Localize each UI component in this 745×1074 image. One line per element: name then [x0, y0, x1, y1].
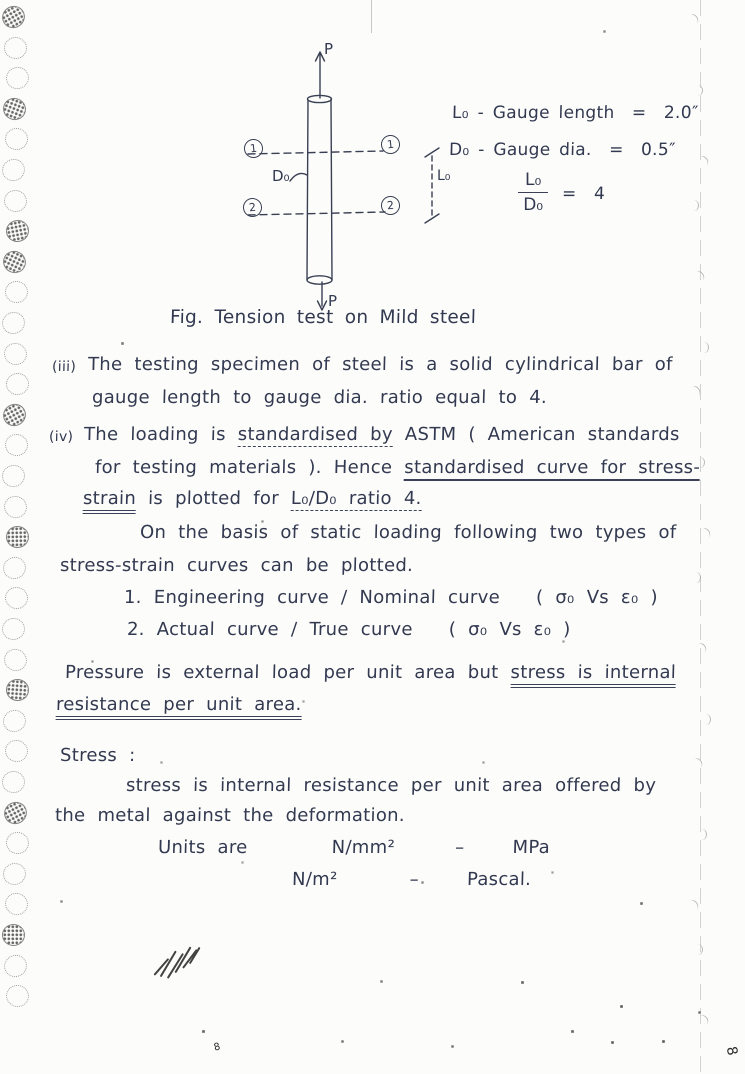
binding-hole — [6, 526, 29, 548]
edge-mark — [691, 572, 701, 583]
binding-hole — [1, 492, 31, 521]
iv-line1-underlined: standardised by — [237, 424, 394, 445]
gauge-mark-2-left: 2 — [242, 197, 263, 218]
ratio-numerator: L₀ — [518, 170, 548, 193]
edge-mark — [696, 1013, 711, 1028]
load-label-bottom: P — [328, 292, 338, 310]
lo-do-ratio-fraction — [518, 170, 548, 215]
iv-line3-ratio: L₀/D₀ ratio 4. — [290, 488, 422, 509]
binding-hole — [0, 462, 27, 489]
specimen-bar-bottom-cap — [307, 276, 332, 284]
pressure-line1-text: Pressure is external load per unit area but — [64, 662, 511, 683]
length-label: L₀ — [437, 168, 451, 184]
gauge-mark-1-left: 1 — [243, 138, 264, 159]
binding-hole — [0, 553, 29, 582]
binding-hole — [1, 951, 31, 980]
binding-hole — [1, 860, 29, 887]
edge-mark — [686, 12, 701, 27]
item-iv-line2 — [95, 457, 701, 478]
edge-mark — [693, 944, 703, 955]
binding-hole — [2, 924, 25, 946]
binding-hole — [0, 94, 29, 123]
binding-hole — [5, 128, 29, 151]
binding-hole — [1, 340, 29, 368]
units-line1: Units are N/mm² – MPa — [157, 837, 551, 858]
binding-hole — [0, 155, 29, 185]
iv-line2-underlined: standardised curve for stress- — [404, 457, 700, 481]
edge-mark — [693, 85, 703, 96]
crease-line — [371, 0, 372, 33]
edge-mark — [701, 714, 711, 725]
binding-hole — [3, 585, 30, 612]
binding-hole — [4, 983, 32, 1010]
binding-hole — [2, 737, 31, 765]
binding-hole — [0, 645, 30, 675]
binding-hole — [2, 187, 29, 213]
stress-heading: Stress : — [59, 745, 136, 766]
specimen-bar-right — [331, 99, 332, 280]
static-para-line1: On the basis of static loading following two types of — [139, 522, 677, 543]
corner-ink-mark: 8 — [722, 1044, 741, 1058]
iv-line3-strain: strain — [83, 488, 137, 514]
binding-hole — [0, 616, 26, 642]
binding-hole — [0, 247, 30, 277]
load-arrow-top — [316, 52, 325, 98]
ratio-value: = 4 — [561, 184, 606, 204]
edge-mark — [686, 898, 701, 913]
curve-item-2: 2. Actual curve / True curve ( σ₀ Vs ε₀ ) — [126, 619, 571, 640]
binding-hole — [0, 309, 28, 338]
edge-mark — [692, 269, 707, 284]
stray-ink-mark: 8 — [212, 1041, 222, 1054]
gauge-length-note: L₀ - Gauge length = 2.0″ — [451, 103, 699, 123]
item-iv-marker: (iv) — [48, 429, 74, 445]
binding-hole — [0, 707, 29, 735]
item-iv-line3 — [83, 488, 422, 509]
curve-item-1: 1. Engineering curve / Nominal curve ( σ₀ Vs ε₀ ) — [123, 587, 659, 608]
edge-mark — [696, 154, 711, 169]
binding-hole — [0, 797, 31, 827]
load-label-top: P — [324, 40, 334, 58]
edge-mark — [690, 756, 705, 771]
binding-hole — [4, 433, 30, 458]
item-iii-line2: gauge length to gauge dia. ratio equal to 4. — [91, 387, 548, 408]
gauge-dia-note: D₀ - Gauge dia. = 0.5″ — [448, 140, 676, 160]
binding-hole — [0, 2, 29, 33]
units-line2: N/m² – Pascal. — [291, 869, 532, 890]
gauge-line-2 — [248, 212, 385, 215]
static-para-line2: stress-strain curves can be plotted. — [59, 555, 414, 576]
ink-scribble — [146, 933, 229, 986]
item-iii-line1: The testing specimen of steel is a solid cylindrical bar of — [87, 354, 673, 375]
edge-mark — [689, 200, 699, 211]
edge-mark — [694, 641, 709, 656]
item-iv-line1 — [84, 424, 680, 445]
diameter-label: D₀ — [272, 167, 290, 185]
gauge-mark-1-right: 1 — [380, 134, 401, 155]
pressure-line1-underlined: stress is internal — [510, 662, 676, 688]
iv-line1-text: The loading is — [83, 424, 239, 445]
binding-hole — [4, 281, 28, 304]
binding-hole — [5, 678, 29, 702]
stress-line1: stress is internal resistance per unit area offered by — [125, 775, 657, 796]
pressure-line2 — [56, 694, 302, 715]
pressure-line1 — [65, 662, 677, 683]
figure-caption: Fig. Tension test on Mild steel — [169, 307, 477, 328]
binding-hole — [0, 400, 30, 430]
scan-noise — [0, 0, 1, 1]
item-iii-marker: (iii) — [51, 359, 77, 375]
binding-hole — [3, 35, 29, 60]
pressure-line2-underlined: resistance per unit area. — [56, 694, 302, 720]
edge-mark — [699, 342, 709, 353]
gauge-line-1 — [248, 151, 383, 154]
binding-hole — [5, 372, 30, 396]
binding-hole — [2, 890, 32, 919]
gauge-mark-2-right: 2 — [380, 195, 401, 216]
binding-hole — [4, 218, 31, 244]
binding-hole — [3, 64, 31, 91]
binding-hole — [1, 770, 26, 794]
stress-line2: the metal against the deformation. — [54, 805, 406, 826]
diameter-pointer — [290, 173, 307, 181]
edge-mark — [697, 829, 707, 840]
iv-line1-rest: ASTM ( American standards — [392, 424, 680, 445]
iv-line3-text: is plotted for — [135, 488, 292, 509]
load-arrow-bottom — [318, 282, 327, 310]
specimen-bar-left — [307, 100, 308, 280]
iv-line2-text: for testing materials ). Hence — [94, 457, 405, 478]
ratio-denominator: D₀ — [523, 195, 544, 215]
binding-hole — [4, 831, 30, 856]
